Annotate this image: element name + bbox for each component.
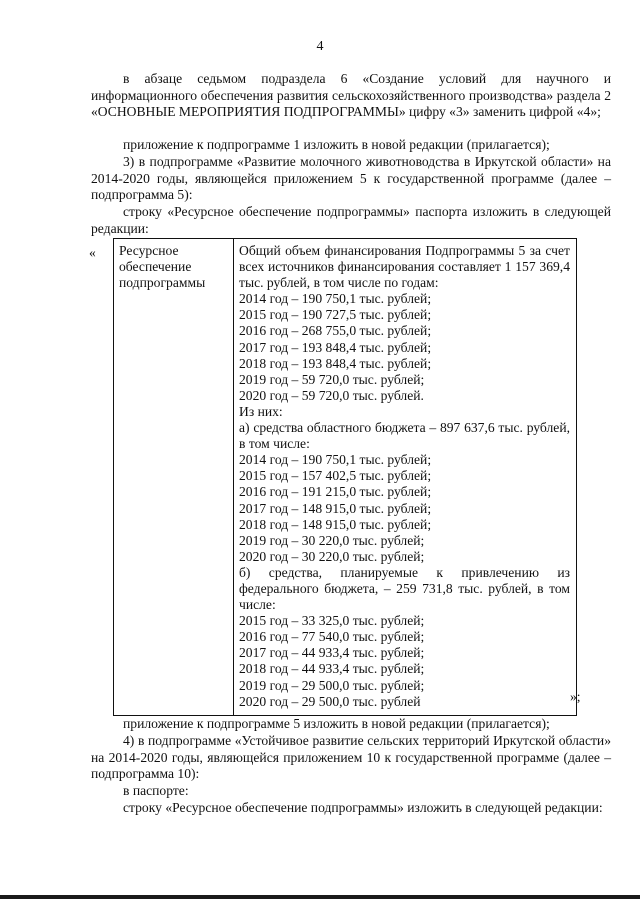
total-funding-line: Общий объем финансирования Подпрограммы 5 за счет всех источников финансирования составляет 1 157 369,4 тыс. рублей, в том числе по годам: xyxy=(239,243,570,291)
paragraph-in-passport: в паспорте: xyxy=(123,783,189,798)
resource-values-cell xyxy=(234,239,577,716)
year-line: 2016 год – 268 755,0 тыс. рублей; xyxy=(239,323,432,339)
paragraph-resource-row-intro: строку «Ресурсное обеспечение подпрограммы» паспорта изложить в следующей редакции: xyxy=(91,204,611,236)
of-them-line: Из них: xyxy=(239,403,283,419)
quote-open-mark: « xyxy=(89,245,96,260)
paragraph-amendment-subsection-6: в абзаце седьмом подраздела 6 «Создание условий для научного и информационного обеспечения развития сельскохозяйственного производства» раздела 2 «ОСНОВНЫЕ МЕРОПРИЯТИЯ ПОДПРОГРАММЫ» цифру «3» заменить цифрой «4»; xyxy=(91,71,611,120)
paragraph-subprogram-5: 3) в подпрограмме «Развитие молочного животноводства в Иркутской области» на 2014-2020 годы, являющейся приложением 5 к государственной программе (далее – подпрограмма 5): xyxy=(91,154,611,203)
year-line: 2016 год – 77 540,0 тыс. рублей; xyxy=(239,629,425,645)
year-line: 2018 год – 193 848,4 тыс. рублей; xyxy=(239,355,432,371)
resource-label-cell: Ресурсное обеспечение подпрограммы xyxy=(114,239,234,716)
paragraph-appendix-1: приложение к подпрограмме 1 изложить в новой редакции (прилагается); xyxy=(123,137,550,152)
year-line: 2015 год – 190 727,5 тыс. рублей; xyxy=(239,307,432,323)
year-line: 2017 год – 193 848,4 тыс. рублей; xyxy=(239,339,432,355)
year-line: 2014 год – 190 750,1 тыс. рублей; xyxy=(239,291,432,307)
year-line: 2019 год – 59 720,0 тыс. рублей; xyxy=(239,371,425,387)
year-line: 2020 год – 29 500,0 тыс. рублей xyxy=(239,693,421,709)
paragraph-resource-row-intro-2: строку «Ресурсное обеспечение подпрограммы» изложить в следующей редакции: xyxy=(123,800,603,815)
bottom-scan-edge xyxy=(0,895,640,899)
paragraph-appendix-5: приложение к подпрограмме 5 изложить в новой редакции (прилагается); xyxy=(123,716,550,731)
year-line: 2018 год – 148 915,0 тыс. рублей; xyxy=(239,516,432,532)
paragraph-subprogram-10: 4) в подпрограмме «Устойчивое развитие сельских территорий Иркутской области» на 2014-2020 годы, являющейся приложением 10 к государственной программе (далее – подпрограмма 10): xyxy=(91,733,611,782)
year-line: 2019 год – 29 500,0 тыс. рублей; xyxy=(239,677,425,693)
page-number: 4 xyxy=(316,39,324,54)
year-line: 2020 год – 59 720,0 тыс. рублей. xyxy=(239,387,424,403)
year-line: 2018 год – 44 933,4 тыс. рублей; xyxy=(239,661,425,677)
year-line: 2014 год – 190 750,1 тыс. рублей; xyxy=(239,452,432,468)
quote-close-mark: »; xyxy=(570,689,581,704)
federal-budget-line: б) средства, планируемые к привлечению из федерального бюджета, – 259 731,8 тыс. рублей, в том числе: xyxy=(239,564,570,613)
year-line: 2016 год – 191 215,0 тыс. рублей; xyxy=(239,484,432,500)
regional-budget-line: а) средства областного бюджета – 897 637,6 тыс. рублей, в том числе: xyxy=(239,420,570,452)
year-line: 2019 год – 30 220,0 тыс. рублей; xyxy=(239,532,425,548)
year-line: 2015 год – 157 402,5 тыс. рублей; xyxy=(239,468,432,484)
year-line: 2017 год – 44 933,4 тыс. рублей; xyxy=(239,645,425,661)
resource-table xyxy=(113,238,577,716)
year-line: 2017 год – 148 915,0 тыс. рублей; xyxy=(239,500,432,516)
year-line: 2015 год – 33 325,0 тыс. рублей; xyxy=(239,613,425,629)
year-line: 2020 год – 30 220,0 тыс. рублей; xyxy=(239,548,425,564)
